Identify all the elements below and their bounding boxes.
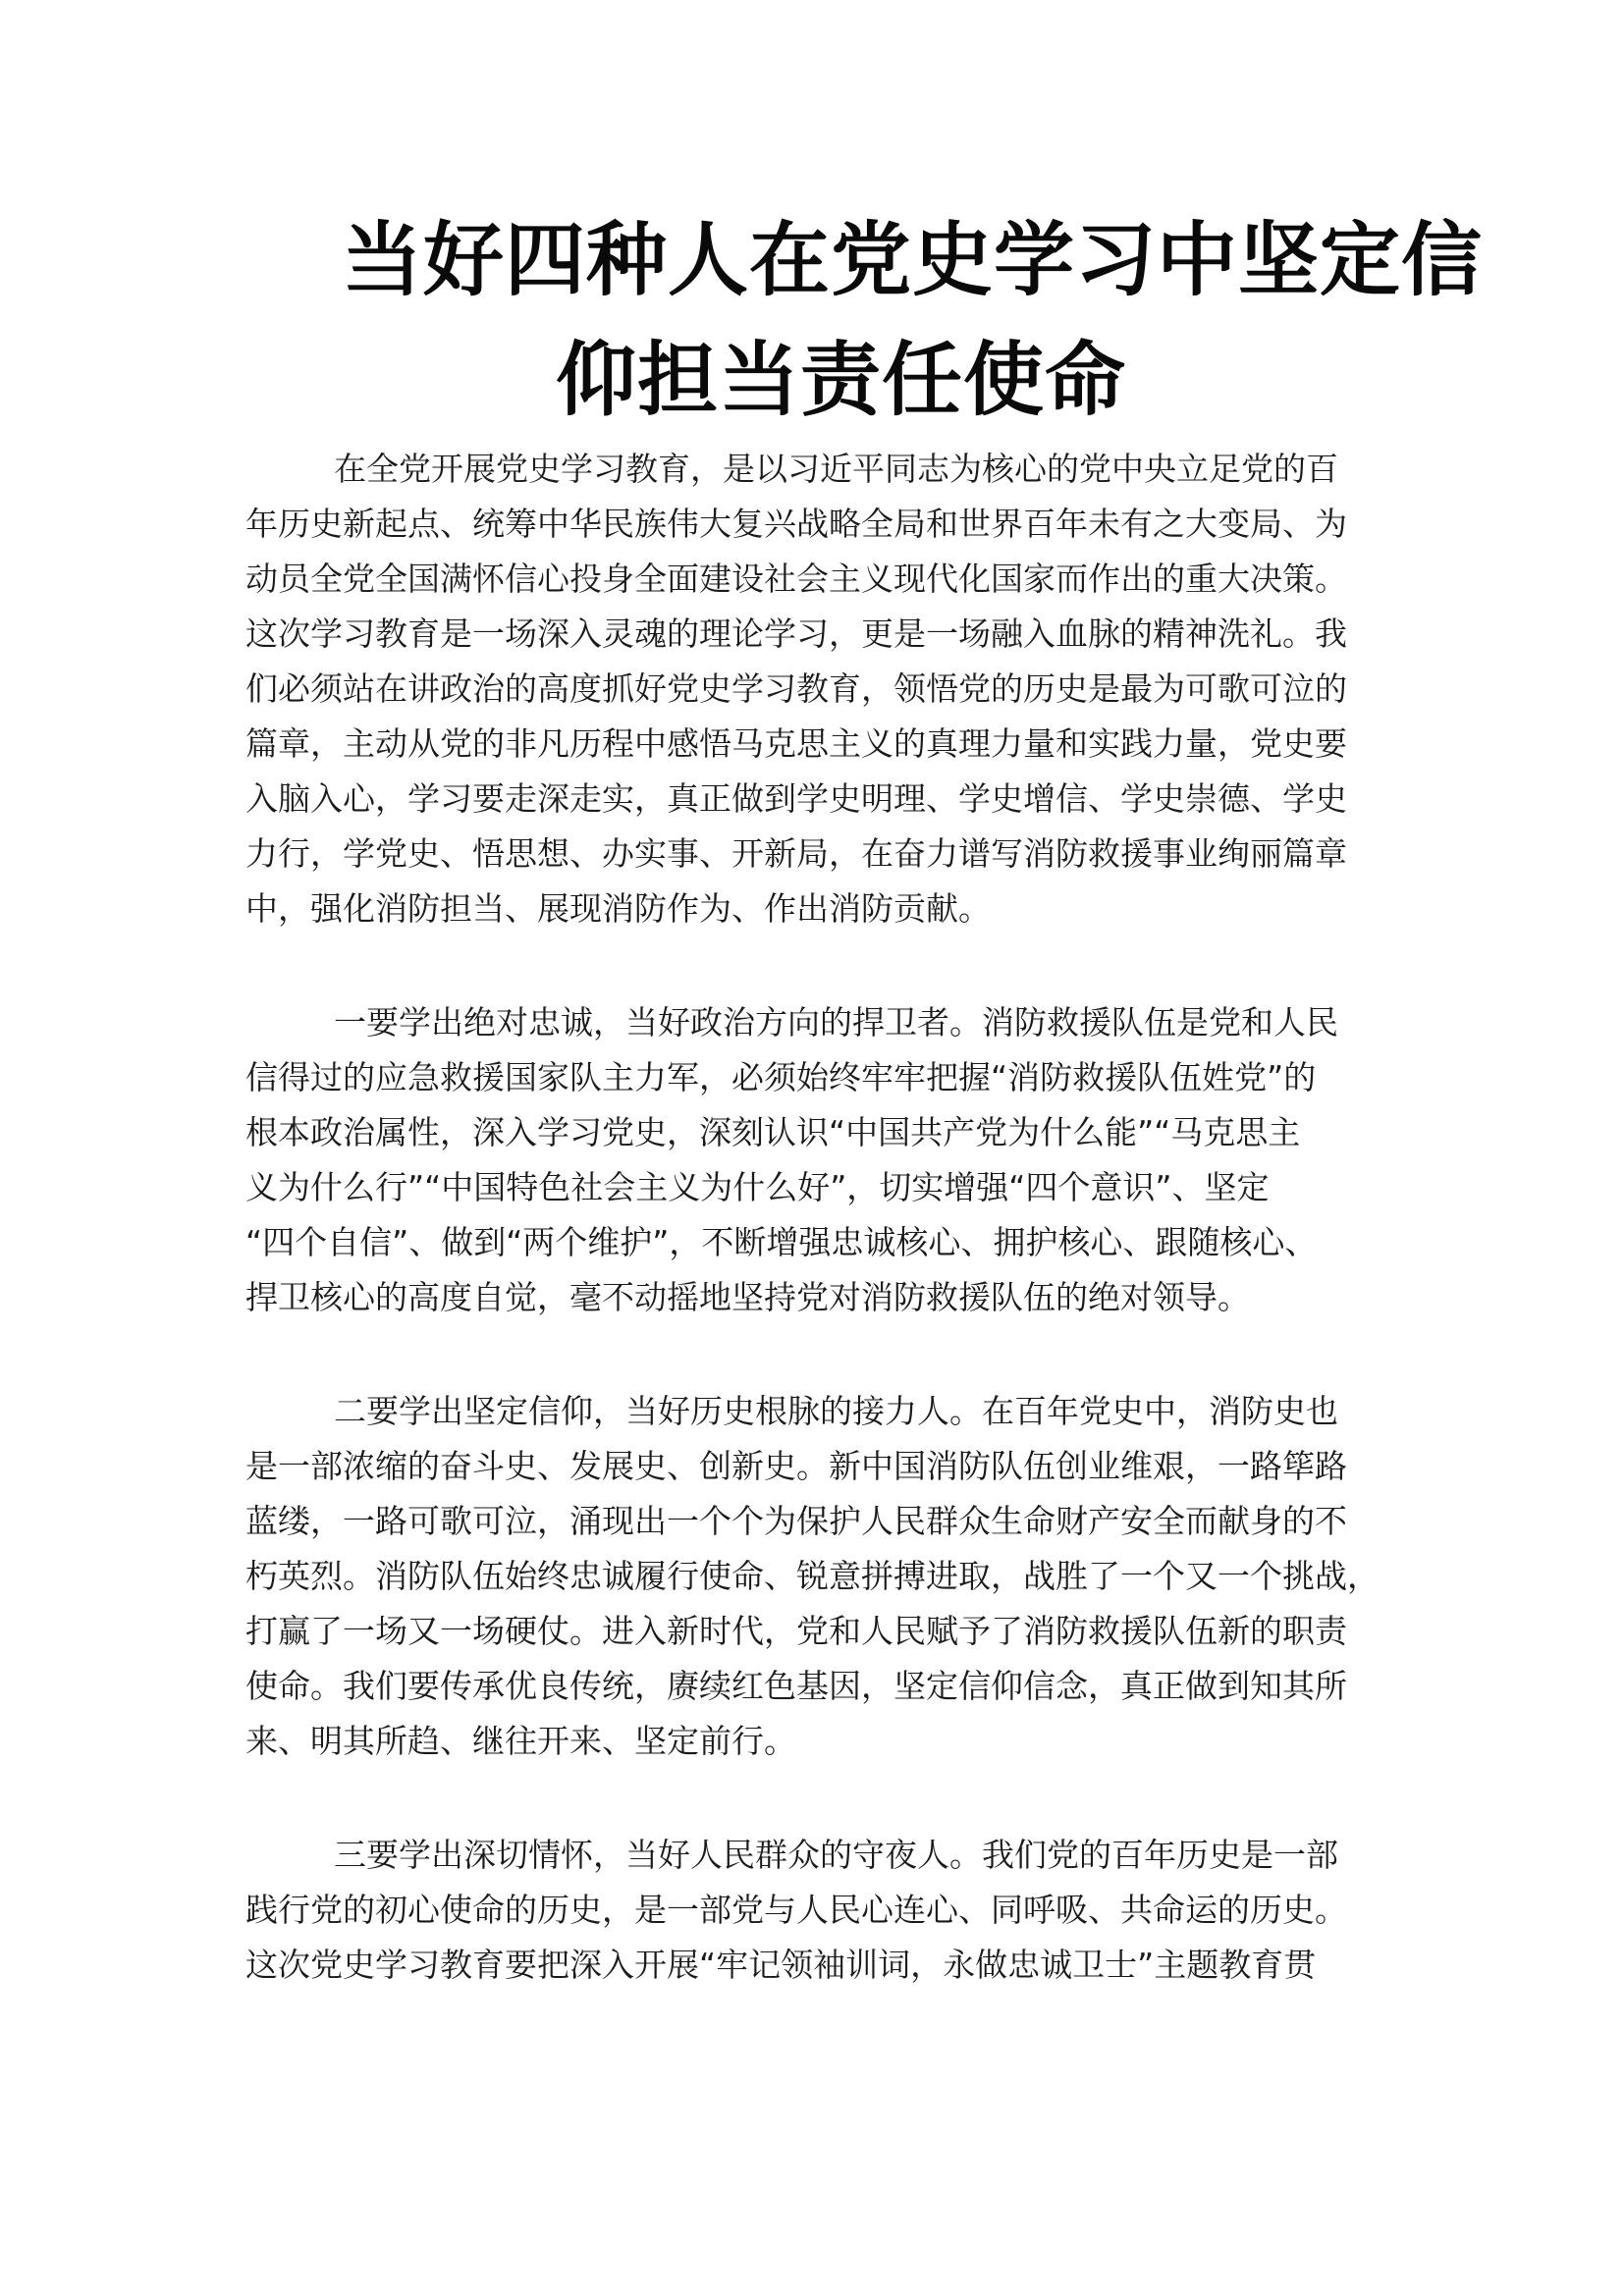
paragraph-point-2 [245, 1384, 1384, 1769]
title-line-2: 仰担当责任使命 [556, 334, 1127, 427]
paragraph-point-1 [245, 995, 1384, 1325]
text-line: 是一部浓缩的奋斗史、发展史、创新史。新中国消防队伍创业维艰，一路筚路 [245, 1447, 1347, 1485]
text-line: 一要学出绝对忠诚，当好政治方向的捍卫者。消防救援队伍是党和人民 [334, 1003, 1338, 1041]
text-line: 三要学出深切情怀，当好人民群众的守夜人。我们党的百年历史是一部 [334, 1836, 1338, 1874]
text-line: 篇章，主动从党的非凡历程中感悟马克思主义的真理力量和实践力量，党史要 [245, 724, 1347, 763]
text-line: 义为什么行”“中国特色社会主义为什么好”，切实增强“四个意识”、坚定 [245, 1168, 1270, 1206]
text-line: 们必须站在讲政治的高度抓好党史学习教育，领悟党的历史是最为可歌可泣的 [245, 669, 1347, 708]
text-line: 在全党开展党史学习教育，是以习近平同志为核心的党中央立足党的百 [334, 450, 1338, 488]
document-body [245, 442, 1384, 2052]
text-line: 信得过的应急救援国家队主力军，必须始终牢牢把握“消防救援队伍姓党”的 [245, 1058, 1317, 1096]
title-line-1: 当好四种人在党史学习中坚定信 [342, 214, 1484, 307]
text-line: 蓝缕，一路可歌可泣，涌现出一个个为保护人民群众生命财产安全而献身的不 [245, 1502, 1347, 1540]
text-line: 中，强化消防担当、展现消防作为、作出消防贡献。 [245, 889, 991, 928]
text-line: 这次党史学习教育要把深入开展“牢记领袖训词，永做忠诚卫士”主题教育贯 [245, 1946, 1317, 1984]
text-line: 打赢了一场又一场硬仗。进入新时代，党和人民赋予了消防救援队伍新的职责 [245, 1612, 1347, 1650]
text-line: 践行党的初心使命的历史，是一部党与人民心连心、同呼吸、共命运的历史。 [245, 1891, 1347, 1929]
text-line: 入脑入心，学习要走深走实，真正做到学史明理、学史增信、学史崇德、学史 [245, 779, 1347, 818]
paragraph-point-3 [245, 1828, 1384, 1993]
text-line: 年历史新起点、统筹中华民族伟大复兴战略全局和世界百年未有之大变局、为 [245, 505, 1347, 543]
text-line: 根本政治属性，深入学习党史，深刻认识“中国共产党为什么能”“马克思主 [245, 1113, 1301, 1151]
text-line: 这次学习教育是一场深入灵魂的理论学习，更是一场融入血脉的精神洗礼。我 [245, 614, 1347, 653]
text-line: 动员全党全国满怀信心投身全面建设社会主义现代化国家而作出的重大决策。 [245, 560, 1347, 598]
document-title [245, 201, 1484, 441]
text-line: 二要学出坚定信仰，当好历史根脉的接力人。在百年党史中，消防史也 [334, 1392, 1338, 1430]
paragraph-intro [245, 442, 1384, 936]
text-line: “四个自信”、做到“两个维护”，不断增强忠诚核心、拥护核心、跟随核心、 [245, 1223, 1318, 1261]
text-line: 捍卫核心的高度自觉，毫不动摇地坚持党对消防救援队伍的绝对领导。 [245, 1278, 1250, 1316]
text-line: 朽英烈。消防队伍始终忠诚履行使命、锐意拼搏进取，战胜了一个又一个挑战， [245, 1557, 1380, 1595]
text-line: 使命。我们要传承优良传统，赓续红色基因，坚定信仰信念，真正做到知其所 [245, 1667, 1347, 1705]
text-line: 力行，学党史、悟思想、办实事、开新局，在奋力谱写消防救援事业绚丽篇章 [245, 834, 1347, 873]
text-line: 来、明其所趋、继往开来、坚定前行。 [245, 1722, 796, 1760]
